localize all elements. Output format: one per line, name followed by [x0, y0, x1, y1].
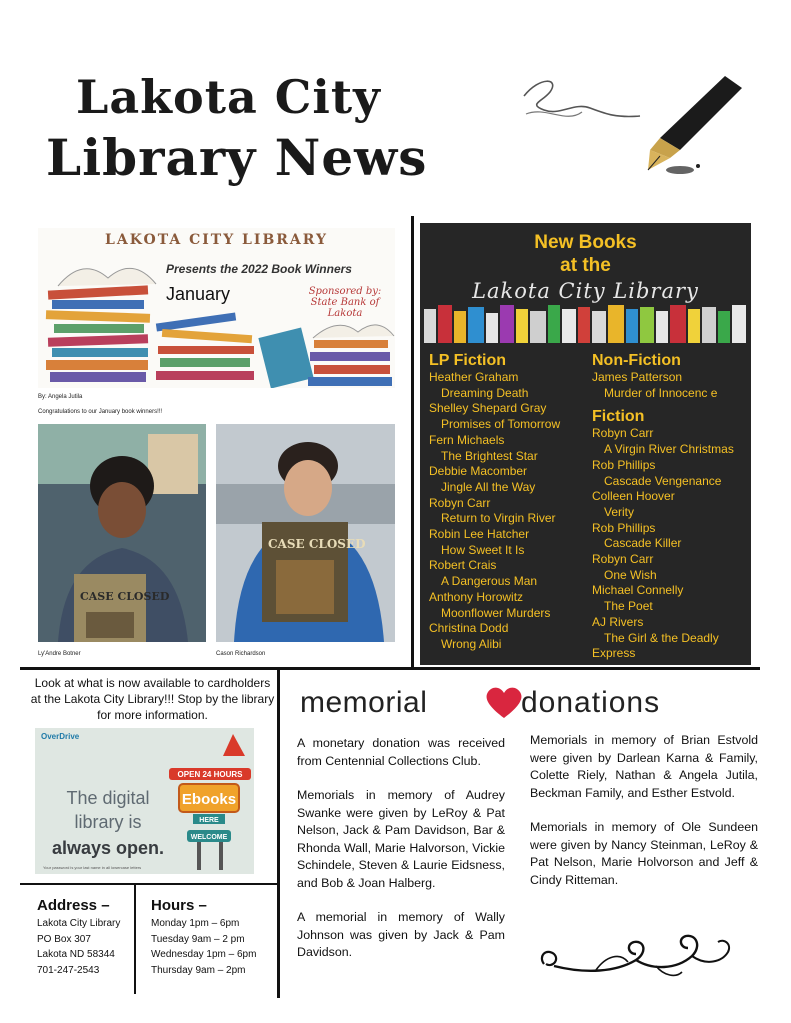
memorial-donations-title [300, 684, 740, 724]
lp-fiction-heading: LP Fiction [429, 352, 507, 369]
book-author: Robyn Carr [592, 426, 654, 441]
banner-title: LAKOTA CITY LIBRARY [105, 232, 328, 248]
banner-month: January [166, 284, 231, 304]
book-title: Jingle All the Way [441, 479, 536, 494]
book-author: Robyn Carr [592, 552, 654, 567]
book-title: Return to Virgin River [441, 511, 556, 526]
book-author: Robert Crais [429, 558, 497, 573]
memorial-paragraph: A monetary donation was received from Centennial Collections Club. [297, 736, 505, 768]
winner-caption-1: Ly'Andre Botner [38, 651, 81, 657]
lp-fiction-column [429, 351, 587, 653]
book-entry [592, 489, 750, 520]
address-line: Lakota ND 58344 [37, 949, 115, 960]
book-title: Murder of Innocenc e [604, 385, 718, 400]
address-block [37, 897, 120, 978]
ad-line-3: always open. [51, 838, 165, 858]
ebooks-sign-icon [153, 730, 253, 870]
hours-line: Thursday 9am – 2pm [151, 964, 246, 976]
memorial-word: memorial [300, 686, 428, 719]
book-title: The Girl & the Deadly [604, 630, 719, 645]
sign-welcome: WELCOME [190, 834, 228, 841]
book-author: Christina Dodd [429, 621, 509, 636]
sign-open-24: OPEN 24 HOURS [177, 770, 243, 779]
digital-library-text: Look at what is now available to cardholders at the Lakota City Library!!! Stop by the library for more information. [30, 676, 275, 722]
hours-block [151, 897, 256, 978]
book-author: Heather Graham [429, 370, 519, 384]
congrats-text: Congratulations to our January book winners!!! [38, 409, 163, 415]
donations-word: donations [521, 686, 661, 719]
ad-footer: Your password is your last name in all lowercase letters [43, 865, 142, 870]
book-author: AJ Rivers [592, 614, 644, 629]
address-heading: Address – [37, 897, 110, 914]
book-cover-title-1: CASE CLOSED [80, 590, 170, 603]
book-author: Shelley Shepard Gray [429, 401, 547, 416]
sign-here: HERE [199, 817, 219, 824]
book-entry [592, 370, 750, 401]
hours-line: Monday 1pm – 6pm [151, 918, 240, 929]
book-entry [429, 433, 587, 464]
overdrive-brand: OverDrive [41, 732, 80, 741]
book-entry [429, 496, 587, 527]
fiction-heading: Fiction [592, 408, 645, 426]
book-author: James Patterson [592, 370, 683, 384]
overdrive-ad [35, 728, 254, 874]
book-entry [429, 401, 587, 432]
column-divider-top [411, 216, 414, 668]
book-title: A Dangerous Man [441, 574, 538, 589]
new-books-panel [420, 223, 751, 665]
memorial-paragraph: Memorials in memory of Audrey Swanke were given by LeRoy & Pat Nelson, Jack & Pam Davidson, Bar & Rhonda Wall, Marie Halvorson, Vickie Schindele, Steven & Laurie Eidsness, and Bob & Joan Halberg. [297, 788, 505, 890]
book-author: Robin Lee Hatcher [429, 527, 530, 542]
memorial-paragraph: Memorials in memory of Ole Sundeen were given by Nancy Steinman, LeRoy & Pat Nelson, Marie Holvorson and Jeff & Cindy Ritteman. [530, 820, 758, 887]
book-title-continued: Express [592, 646, 636, 661]
book-entry [429, 590, 587, 621]
masthead-title-line2: Library News [46, 128, 428, 187]
hours-line: Tuesday 9am – 2 pm [151, 933, 245, 945]
book-title: Wrong Alibi [441, 636, 502, 651]
book-title: Cascade Vengenance [604, 473, 722, 488]
sign-ebooks: Ebooks [181, 791, 237, 808]
book-title: The Brightest Star [441, 448, 538, 463]
winner-caption-2: Cason Richardson [216, 651, 266, 657]
ad-line-1: The digital [66, 788, 150, 808]
book-entry [429, 370, 587, 401]
masthead [40, 70, 560, 200]
book-author: Rob Phillips [592, 457, 656, 472]
book-title: Dreaming Death [441, 385, 529, 400]
by-line: By: Angela Jutila [38, 394, 83, 400]
masthead-title-line1: Lakota City [76, 70, 381, 124]
book-entry [592, 552, 750, 583]
book-winners-panel [38, 228, 395, 658]
book-entry [592, 458, 750, 489]
ad-line-2: library is [74, 812, 142, 832]
book-title: One Wish [604, 567, 657, 582]
phone-number: 701-247-2543 [37, 964, 100, 976]
memorial-column-right [530, 732, 758, 906]
book-author: Michael Connelly [592, 583, 684, 598]
book-author: Fern Michaels [429, 432, 505, 447]
book-title: The Poet [604, 599, 653, 614]
book-title: A Virgin River Christmas [604, 442, 734, 457]
book-title: How Sweet It Is [441, 542, 525, 557]
address-line: PO Box 307 [37, 933, 91, 945]
hours-heading: Hours – [151, 897, 207, 914]
book-entry [429, 464, 587, 495]
new-books-script-title: Lakota City Library [472, 279, 699, 303]
non-fiction-heading: Non-Fiction [592, 352, 681, 369]
banner-sponsor: Sponsored by: State Bank of Lakota [308, 286, 382, 319]
horizontal-divider-middle [20, 667, 760, 670]
column-divider-bottom [277, 668, 280, 998]
book-author: Anthony Horowitz [429, 589, 524, 604]
nonfiction-fiction-column [592, 351, 750, 662]
book-title: Verity [604, 504, 635, 519]
address-line: Lakota City Library [37, 918, 121, 929]
bookshelf-illustration [420, 303, 751, 343]
hours-line: Wednesday 1pm – 6pm [151, 949, 257, 960]
memorial-paragraph: A memorial in memory of Wally Johnson was given by Jack & Pam Davidson. [297, 910, 505, 959]
memorial-paragraph: Memorials in memory of Brian Estvold were given by Darlean Karna & Family, Colette Riely, Nathan & Angela Jutila, Beckman Family, and Esther Estvold. [530, 733, 758, 800]
banner-presents: Presents the 2022 Book Winners [166, 262, 352, 276]
book-author: Colleen Hoover [592, 489, 675, 504]
book-entry [592, 583, 750, 614]
address-hours-divider [134, 884, 136, 994]
new-books-heading [420, 231, 751, 277]
book-entry [429, 527, 587, 558]
book-author: Rob Phillips [592, 520, 656, 535]
memorial-column-left [297, 735, 505, 979]
address-divider [20, 883, 278, 885]
heart-icon [484, 684, 524, 720]
book-entry [429, 621, 587, 652]
book-title: Cascade Killer [604, 536, 682, 551]
book-entry [429, 558, 587, 589]
fountain-pen-icon [520, 58, 755, 183]
book-entry [592, 615, 750, 646]
winner-photo-2 [216, 424, 395, 642]
winner-photo-1-image [38, 424, 206, 642]
book-title: Promises of Tomorrow [441, 417, 561, 432]
book-author: Debbie Macomber [429, 464, 528, 479]
book-entry [592, 521, 750, 552]
book-title: Moonflower Murders [441, 605, 551, 620]
new-books-heading-line1: New Books [534, 232, 637, 253]
book-cover-title-2: CASE CLOSED [268, 537, 366, 551]
book-author: Robyn Carr [429, 495, 491, 510]
decorative-flourish-icon [536, 926, 736, 984]
book-winners-banner [38, 228, 395, 388]
winner-photo-2-image [216, 424, 395, 642]
new-books-heading-line2: at the [560, 255, 611, 276]
book-entry [592, 426, 750, 457]
winner-photo-1 [38, 424, 206, 642]
